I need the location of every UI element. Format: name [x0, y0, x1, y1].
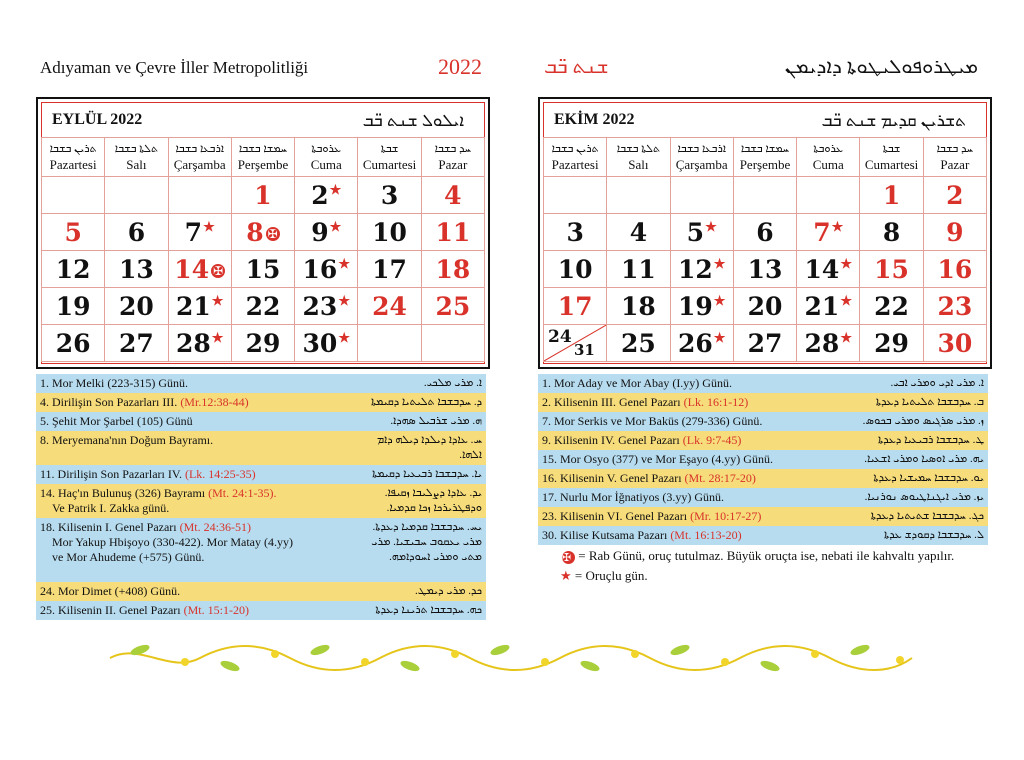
day-header: ܐܪܒܥܐ ܒܫܒܐ Çarşamba [670, 138, 733, 177]
day-cell: 16★ [295, 251, 358, 288]
day-header: ܬܠܬܐ ܒܫܒܐ Salı [105, 138, 168, 177]
star-icon: ★ [338, 256, 350, 272]
day-cell [797, 177, 860, 214]
day-cell: 14 ✠ [168, 251, 231, 288]
day-cell: 27 [733, 325, 796, 362]
day-cell: 4 [607, 214, 670, 251]
day-cell: 30 [923, 325, 986, 362]
day-cell: 28★ [797, 325, 860, 362]
october-calendar [538, 97, 992, 369]
day-cell: 11 [607, 251, 670, 288]
day-cell [168, 177, 231, 214]
star-icon: ★ [840, 256, 852, 272]
day-header: ܚܕ ܒܫܒܐ Pazar [923, 138, 986, 177]
day-cell: 12 [42, 251, 105, 288]
header-syriac-year: ܫܢܬ ܒ̈ܒ [544, 56, 609, 78]
split-day-a: 24 [548, 327, 572, 347]
event-row: 9. Kilisenin IV. Genel Pazarı (Lk. 9:7-45) ܛ. ܚܕܒܫܒܐ ܪܒܝܥܝܐ ܕܥܕܬܐ [538, 431, 988, 450]
day-cell: 6 [105, 214, 168, 251]
day-cell: 5★ [670, 214, 733, 251]
day-header: ܥܪܘܒܬܐ Cuma [295, 138, 358, 177]
day-cell-split [544, 325, 607, 362]
day-cell: 23 [923, 288, 986, 325]
event-row: 5. Şehit Mor Şarbel (105) Günü ܗ. ܡܪܝ ܫܪܒܝܠ ܣܗܕܐ. [36, 412, 486, 431]
day-cell: 2 [923, 177, 986, 214]
event-row: 4. Dirilişin Son Pazarları III. (Mr.12:38-44) ܕ. ܚܕܒܫܒܐ ܬܠܝܬܝܐ ܕܩܝܡܬܐ [36, 393, 486, 412]
day-cell: 15 [231, 251, 294, 288]
event-row: 14. Haç'ın Bulunuş (326) Bayramı (Mt. 24:1-35). Ve Patrik I. Zakka günü. ܝܕ. ܥܐܕܐ ܕܨܠܝܒܐ ܙܩܝܦܐ. ܘܕܦܛܪܝܪܟܐ ܙܟܐ ܩܕܡܝܐ. [36, 484, 486, 518]
september-calendar [36, 97, 490, 369]
cross-icon: ✠ [267, 227, 278, 241]
october-events [538, 374, 988, 545]
day-cell: 8 ✠ [231, 214, 294, 251]
star-icon: ★ [705, 219, 717, 235]
day-cell: 17 [544, 288, 607, 325]
legend [560, 546, 954, 586]
day-cell: 5 [42, 214, 105, 251]
star-icon: ★ [831, 219, 844, 235]
day-cell: 1 [231, 177, 294, 214]
star-icon: ★ [329, 182, 342, 198]
day-cell: 3 [544, 214, 607, 251]
star-icon: ★ [713, 293, 726, 309]
day-cell: 18 [607, 288, 670, 325]
event-row: 8. Meryemana'nın Doğum Bayramı. ܚ. ܥܐܕܐ ܕܝܠܕܐ ܕܝܠܗ ܕܐܡ ܐܠܗܐ. [36, 431, 486, 465]
day-cell: 24 [358, 288, 421, 325]
day-header: ܫܒܬܐ Cumartesi [358, 138, 421, 177]
star-icon: ★ [211, 293, 224, 309]
month-grid [543, 137, 987, 362]
day-cell: 7★ [168, 214, 231, 251]
day-cell: 22 [860, 288, 923, 325]
day-cell: 14★ [797, 251, 860, 288]
day-cell: 23★ [295, 288, 358, 325]
star-icon: ★ [560, 568, 572, 583]
day-cell [421, 325, 484, 362]
day-header: ܚܡܫܐ ܒܫܒܐ Perşembe [231, 138, 294, 177]
day-cell: 4 [421, 177, 484, 214]
day-cell: 29 [860, 325, 923, 362]
day-cell: 20 [105, 288, 168, 325]
day-header: ܬܪܝܢ ܒܫܒܐ Pazartesi [42, 138, 105, 177]
day-cell: 13 [105, 251, 168, 288]
day-cell: 6 [733, 214, 796, 251]
day-header: ܬܠܬܐ ܒܫܒܐ Salı [607, 138, 670, 177]
day-cell: 29 [231, 325, 294, 362]
day-cell: 28★ [168, 325, 231, 362]
event-row: 1. Mor Aday ve Mor Abay (I.yy) Günü. ܐ. ܡܪܝ ܐܕܝ ܘܡܪܝ ܐܒܝ. [538, 374, 988, 393]
day-cell: 7★ [797, 214, 860, 251]
day-header: ܚܕ ܒܫܒܐ Pazar [421, 138, 484, 177]
event-row: 24. Mor Dimet (+408) Günü. ܟܕ. ܡܪܝ ܕܝܡܛ. [36, 582, 486, 601]
day-header: ܬܪܝܢ ܒܫܒܐ Pazartesi [544, 138, 607, 177]
day-cell: 11 [421, 214, 484, 251]
day-header: ܥܪܘܒܬܐ Cuma [797, 138, 860, 177]
day-header: ܚܡܫܐ ܒܫܒܐ Perşembe [733, 138, 796, 177]
day-cell [544, 177, 607, 214]
day-cell: 10 [544, 251, 607, 288]
day-cell: 15 [860, 251, 923, 288]
cross-icon: ✠ [562, 551, 575, 564]
header-year: 2022 [438, 54, 482, 79]
event-row: 17. Nurlu Mor İğnatiyos (3.yy) Günü. ܝܙ. ܡܪܝ ܐܝܓܢܐܛܝܘܣ ܢܘܪܢܝܐ. [538, 488, 988, 507]
split-day-b: 31 [574, 341, 595, 359]
day-cell: 19 [42, 288, 105, 325]
day-cell: 26★ [670, 325, 733, 362]
event-row: 18. Kilisenin I. Genel Pazarı (Mt. 24:36-51) Mor Yakup Hbişoyo (330-422). Mor Matay (4.yy) ve Mor Ahudeme (+575) Günü. ܝܚ. ܚܕܒܫܒܐ ܩܕܡܝܐ ܕܥܕܬܐ. ܡܪܝ ܝܥܩܘܒ ܚܒܝܫܝܐ. ܡܪܝ ܡܬܝ ܘܡܪܝ ܐܚܘܕܐܡܗ. [36, 518, 486, 582]
month-grid [41, 137, 485, 362]
day-cell: 8 [860, 214, 923, 251]
header-syriac-title: ܡܝܛܪܘܦܘܠܝܛܘܬܐ ܕܐܕܝܡܢ [784, 56, 978, 78]
star-icon: ★ [840, 330, 852, 346]
day-cell: 30★ [295, 325, 358, 362]
event-row: 15. Mor Osyo (377) ve Mor Eşayo (4.yy) Günü. ܝܗ. ܡܪܝ ܐܘܣܝܐ ܘܡܪܝ ܐܫܥܝܐ. [538, 450, 988, 469]
star-icon: ★ [329, 219, 342, 235]
day-header: ܫܒܬܐ Cumartesi [860, 138, 923, 177]
day-cell: 10 [358, 214, 421, 251]
day-cell: 21★ [797, 288, 860, 325]
star-icon: ★ [203, 219, 215, 235]
day-cell: 21★ [168, 288, 231, 325]
day-cell: 9★ [295, 214, 358, 251]
day-cell: 13 [733, 251, 796, 288]
legend-cross: ✠ = Rab Günü, oruç tutulmaz. Büyük oruçta ise, nebati ile kahvaltı yapılır. [562, 548, 955, 564]
star-icon: ★ [713, 330, 726, 346]
event-row: 30. Kilise Kutsama Pazarı (Mt. 16:13-20) ܠ. ܚܕܒܫܒܐ ܕܩܘܕܫ ܥܕܬܐ [538, 526, 988, 545]
day-cell: 3 [358, 177, 421, 214]
day-cell: 20 [733, 288, 796, 325]
day-cell: 9 [923, 214, 986, 251]
day-cell [607, 177, 670, 214]
day-header: ܐܪܒܥܐ ܒܫܒܐ Çarşamba [168, 138, 231, 177]
event-row: 2. Kilisenin III. Genel Pazarı (Lk. 16:1-12) ܒ. ܚܕܒܫܒܐ ܬܠܝܬܝܐ ܕܥܕܬܐ [538, 393, 988, 412]
event-row: 1. Mor Melki (223-315) Günü. ܐ. ܡܪܝ ܡܠܟܝ. [36, 374, 486, 393]
day-cell: 2★ [295, 177, 358, 214]
day-cell: 19★ [670, 288, 733, 325]
cross-icon: ✠ [213, 264, 224, 278]
september-events [36, 374, 486, 620]
day-cell: 17 [358, 251, 421, 288]
star-icon: ★ [840, 293, 852, 309]
event-row: 23. Kilisenin VI. Genel Pazarı (Mr. 10:17-27) ܟܓ. ܚܕܒܫܒܐ ܫܬܝܬܝܐ ܕܥܕܬܐ [538, 507, 988, 526]
day-cell: 26 [42, 325, 105, 362]
month-syriac-title: ܐܝܠܘܠ ܫܢܬ ܒ̈ܒ [362, 111, 464, 130]
legend-star: ★ = Oruçlu gün. [560, 568, 648, 583]
event-row: 25. Kilisenin II. Genel Pazarı (Mt. 15:1-20) ܟܗ. ܚܕܒܫܒܐ ܬܪܝܢܐ ܕܥܕܬܐ [36, 601, 486, 620]
day-cell [733, 177, 796, 214]
star-icon: ★ [713, 256, 726, 272]
day-cell: 18 [421, 251, 484, 288]
day-cell: 27 [105, 325, 168, 362]
floral-ornament-border [100, 640, 922, 676]
star-icon: ★ [211, 330, 224, 346]
day-cell: 1 [860, 177, 923, 214]
star-icon: ★ [338, 330, 350, 346]
day-cell [42, 177, 105, 214]
month-title: EKİM 2022 [554, 111, 635, 128]
day-cell: 22 [231, 288, 294, 325]
day-cell [105, 177, 168, 214]
header-metropolis: Adıyaman ve Çevre İller Metropolitliği [40, 58, 309, 77]
day-cell: 25 [607, 325, 670, 362]
event-row: 16. Kilisenin V. Genel Pazarı (Mt. 28:17-20) ܝܘ. ܚܕܒܫܒܐ ܚܡܝܫܝܐ ܕܥܕܬܐ [538, 469, 988, 488]
event-row: 11. Dirilişin Son Pazarları IV. (Lk. 14:25-35) ܝܐ. ܚܕܒܫܒܐ ܪܒܝܥܝܐ ܕܩܝܡܬܐ [36, 465, 486, 484]
star-icon: ★ [338, 293, 350, 309]
month-title: EYLÜL 2022 [52, 111, 143, 128]
month-syriac-title: ܬܫܪܝܢ ܩܕܝܡ ܫܢܬ ܒ̈ܒ [821, 111, 966, 130]
event-row: 7. Mor Serkis ve Mor Baküs (279-336) Günü. ܙ. ܡܪܝ ܣܪܓܝܣ ܘܡܪܝ ܒܟܘܣ. [538, 412, 988, 431]
day-cell: 25 [421, 288, 484, 325]
day-cell: 16 [923, 251, 986, 288]
day-cell: 12★ [670, 251, 733, 288]
day-cell [358, 325, 421, 362]
day-cell [670, 177, 733, 214]
